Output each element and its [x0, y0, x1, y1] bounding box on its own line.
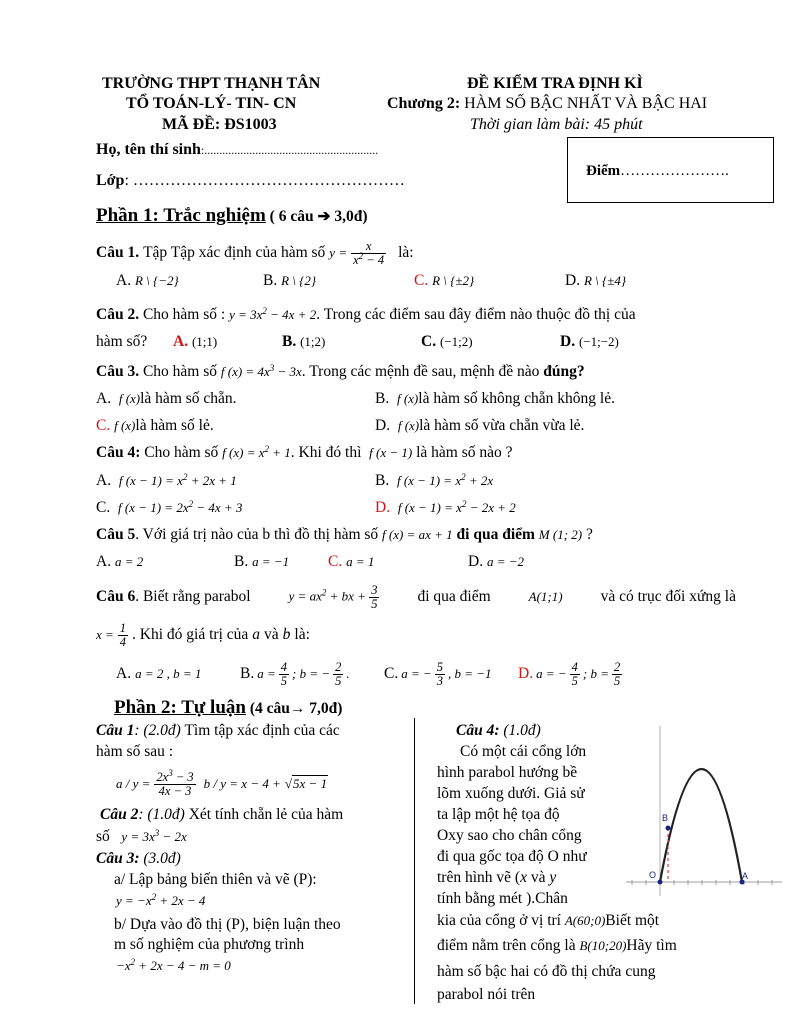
q3-option-a-label: A.	[96, 390, 112, 407]
q4-option-a-post: + 2x + 1	[190, 473, 237, 488]
q1-option-b-label: B.	[263, 272, 278, 289]
q6-option-b-a-num: 4	[280, 659, 287, 674]
essay4-line-8-a: kia của cổng ở vị trí	[437, 912, 561, 929]
origin-label: O	[649, 870, 657, 880]
q3-fn-sup: 3	[269, 363, 275, 373]
essay4-line-1: hình parabol hướng bề	[437, 764, 578, 781]
q4-option-a-label: A.	[96, 472, 112, 489]
q6-var-a: a	[252, 626, 261, 643]
q2-option-d-value: (−1;−2)	[578, 334, 619, 349]
q1-option-a[interactable]	[116, 272, 179, 290]
part1-subtitle: ( 6 câu	[269, 208, 314, 225]
q1-num: x	[351, 240, 386, 254]
essay4-line-6	[437, 869, 556, 887]
essay4-heading	[456, 722, 541, 740]
q5-option-d-label: D.	[468, 553, 484, 570]
part1-title: Phần 1: Trắc nghiệm	[96, 205, 266, 226]
q6-option-b-b-num: 2	[335, 659, 342, 674]
q3-option-c-label: C.	[96, 417, 111, 434]
q6-point: A(1;1)	[528, 589, 563, 604]
q3-option-b[interactable]	[375, 390, 615, 408]
essay4-x-var: x	[520, 869, 527, 886]
q4-option-c-lhs: f (x − 1) =	[117, 500, 174, 515]
q6-fn-sup: 2	[321, 586, 327, 597]
essay2-fn-b: − 2x	[162, 829, 187, 844]
q1-fraction	[351, 240, 386, 267]
q4-fn-sup: 2	[264, 444, 270, 454]
score-line	[586, 163, 729, 180]
q5-option-a-value: a = 2	[114, 554, 144, 569]
q6-c-num: 3	[371, 582, 378, 597]
q2-option-b-label: B.	[282, 333, 297, 350]
essay4-point-a: A(60;0)	[564, 913, 606, 928]
essay1-a-label: a / y =	[116, 776, 151, 791]
essay3-a-text: a/ Lập bảng biến thiên và vẽ (P):	[114, 871, 317, 888]
q6-option-a-label: A.	[116, 665, 132, 682]
essay3-a-fn-a: y = −x	[116, 893, 152, 908]
q2-option-c[interactable]	[421, 333, 473, 351]
q4-option-c-sup: 2	[188, 499, 194, 509]
q2-fn-sup: 2	[262, 306, 267, 316]
q3-stem	[96, 363, 585, 381]
student-class-line	[96, 172, 405, 190]
q2-fn-b: − 4x + 2	[270, 307, 317, 322]
q5-option-b-label: B.	[234, 553, 249, 570]
essay3-a-fn-b: + 2x − 4	[159, 893, 206, 908]
q6-option-b-end: .	[346, 666, 350, 681]
q1-option-c-label: C.	[414, 272, 429, 289]
essay4-line-8-b: Biết một	[605, 912, 660, 929]
q5-point: M (1; 2)	[538, 527, 583, 542]
q1-option-a-value: R \ {−2}	[134, 273, 179, 288]
q2-text-b: . Trong các điểm sau đây điểm nào thuộc đồ thị của	[316, 306, 636, 323]
q5-option-a[interactable]	[96, 553, 143, 571]
q6-option-d-b-sign: ; b =	[582, 666, 609, 681]
q6-option-c[interactable]	[384, 656, 492, 692]
part2-subtitle: (4 câu	[249, 700, 290, 717]
q3-option-c[interactable]	[96, 417, 214, 435]
part2-heading	[114, 697, 342, 719]
q3-text-b: . Trong các mệnh đề sau, mệnh đề nào	[301, 363, 540, 380]
q1-den-sup: 2	[358, 250, 364, 261]
origin-point	[658, 880, 663, 885]
essay1-text-a: Tìm tập xác định của các	[184, 722, 340, 739]
essay4-and: và	[530, 869, 546, 886]
q5-option-c[interactable]	[328, 553, 374, 571]
point-b-label: B	[662, 813, 669, 823]
essay4-line-9-a: điểm nằm trên cổng là	[437, 937, 576, 954]
q2-option-d[interactable]	[560, 333, 619, 351]
essay4-line-6-text: trên hình vẽ (	[437, 869, 521, 886]
essay2-text-b: số	[96, 828, 110, 845]
q3-option-d-label: D.	[375, 417, 391, 434]
q5-option-c-value: a = 1	[346, 554, 375, 569]
q4-option-d-label: D.	[375, 499, 391, 516]
essay1-functions	[116, 763, 328, 805]
q2-option-a[interactable]	[173, 333, 217, 351]
essay4-line-3: ta lập một hệ tọa độ	[437, 806, 560, 823]
essay4-line-7: tính bằng mét ).Chân	[437, 890, 568, 907]
score-field[interactable]: ………………….	[620, 163, 729, 179]
q1-stem	[96, 236, 414, 270]
q6-fn-b: + bx +	[329, 587, 366, 603]
q2-fn	[229, 307, 316, 322]
q6-option-c-a-sign: a = −	[401, 666, 432, 681]
q5-option-a-label: A.	[96, 553, 112, 570]
q3-option-c-value: là hàm số lẻ.	[135, 417, 214, 434]
q5-option-d[interactable]	[468, 553, 524, 571]
essay3-b-fn-sup: 2	[130, 957, 136, 967]
q4-option-d-lhs: f (x − 1) =	[397, 500, 453, 515]
student-name-line	[96, 141, 378, 159]
q5-label: Câu 5	[96, 526, 136, 543]
right-arrow-icon: →	[289, 700, 306, 717]
school-name: TRƯỜNG THPT THẠNH TÂN	[102, 75, 321, 92]
q5-option-c-label: C.	[328, 553, 343, 570]
q6-option-c-a-den: 3	[436, 673, 444, 688]
q1-den-b: − 4	[366, 252, 385, 267]
score-box	[567, 137, 774, 203]
q6-option-d-a-sign: a = −	[536, 666, 567, 681]
q4-fn-a: f (x) = x	[222, 445, 265, 460]
chapter-name: HÀM SỐ BẬC NHẤT VÀ BẬC HAI	[464, 95, 708, 112]
student-name-label: Họ, tên thí sinh	[96, 141, 201, 158]
q6-option-c-label: C.	[384, 665, 399, 682]
q2-option-a-label: A.	[173, 333, 189, 350]
q4-option-b-label: B.	[375, 472, 390, 489]
q4-fn-b: + 1	[272, 445, 291, 460]
q6-axis-lhs: x =	[96, 627, 114, 642]
q4-option-b-lhs: f (x − 1) =	[396, 473, 453, 488]
q4-option-d-sup: 2	[461, 499, 467, 509]
essay4-line-5: đi qua gốc tọa độ O như	[437, 848, 587, 865]
q6-c-den: 5	[371, 596, 378, 611]
essay2-points: : (1.0đ)	[138, 806, 185, 823]
q3-option-a-value: là hàm số chẵn.	[140, 390, 237, 407]
q6-text-a: . Biết rằng parabol	[135, 588, 251, 605]
essay4-line-8	[437, 912, 659, 930]
q6-option-d[interactable]	[518, 656, 622, 692]
q1-option-b[interactable]	[263, 272, 316, 290]
part1-heading	[96, 205, 368, 227]
essay1-text-b: hàm số sau :	[96, 743, 174, 760]
q6-option-d-a-num: 4	[571, 659, 578, 674]
q3-option-d-value: là hàm số vừa chẵn vừa lẻ.	[419, 417, 585, 434]
essay3-label: Câu 3:	[96, 850, 140, 867]
q1-text: Tập Tập xác định của hàm số	[143, 244, 326, 261]
essay1-b-label: b / y = x − 4 +	[203, 776, 281, 791]
q1-den	[351, 250, 386, 267]
q3-fn-b: − 3x	[277, 364, 302, 379]
q1-option-d[interactable]	[565, 272, 626, 290]
q4-option-c-label: C.	[96, 499, 111, 516]
parabola-gate-figure	[620, 722, 785, 900]
q2-text-a: Cho hàm số :	[142, 306, 226, 323]
student-name-field[interactable]: :..........................................................	[200, 143, 379, 157]
q2-option-b-value: (1;2)	[300, 334, 326, 349]
q1-option-c[interactable]	[414, 272, 474, 290]
essay3-b-text-a: b/ Dựa vào đồ thị (P), biện luận theo	[114, 916, 341, 933]
department-name: TỔ TOÁN-LÝ- TIN- CN	[126, 95, 297, 112]
essay3-a-fn	[116, 893, 205, 909]
essay1-label: Câu 1	[96, 722, 135, 739]
essay3-b-text-b: m số nghiệm của phương trình	[114, 936, 305, 953]
q6-fn-a: y = ax	[288, 587, 322, 603]
q5-option-b-value: a = −1	[252, 554, 290, 569]
q4-option-c-pre: 2x	[176, 500, 189, 515]
q6-axis-num: 1	[119, 620, 127, 635]
score-label: Điểm	[586, 163, 621, 179]
essay1-a-num-b: − 3	[175, 769, 194, 784]
q4-option-d-pre: x	[456, 500, 462, 515]
chapter-line	[387, 95, 707, 113]
q6-option-a[interactable]	[116, 656, 201, 692]
q3-option-b-fx: f (x)	[396, 391, 419, 406]
essay4-point-b: B(10;20)	[579, 938, 627, 953]
q3-option-c-fx: f (x)	[114, 418, 136, 433]
q3-option-d[interactable]	[375, 417, 584, 435]
q6-option-b-a-sign: a =	[257, 666, 276, 681]
essay1-line1	[96, 722, 340, 740]
q2-option-b[interactable]	[282, 333, 325, 351]
essay2-label: Câu 2	[100, 806, 139, 823]
essay2-line1	[100, 806, 343, 824]
q2-option-c-label: C.	[421, 333, 437, 350]
q4-option-a[interactable]	[96, 472, 237, 490]
q6-stem-2	[96, 617, 310, 653]
essay4-line-11: parabol nói trên	[437, 986, 536, 1003]
q3-fn	[221, 364, 302, 379]
q4-option-c[interactable]	[96, 499, 242, 517]
q6-option-b-b-sign: ; b = −	[292, 666, 331, 681]
q2-stem	[96, 306, 636, 324]
q3-text-a: Cho hàm số	[142, 363, 218, 380]
student-class-field[interactable]: : ……………………………………………	[124, 172, 405, 189]
q2-option-d-label: D.	[560, 333, 576, 350]
part2-title: Phần 2: Tự luận	[114, 697, 246, 718]
q5-fn: f (x) = ax + 1	[382, 527, 453, 542]
q2-option-a-value: (1;1)	[191, 334, 218, 349]
q1-option-a-label: A.	[116, 272, 132, 289]
part1-points: 3,0đ)	[334, 208, 368, 225]
essay1-points: : (2.0đ)	[134, 722, 181, 739]
essay2-fn-a: y = 3x	[121, 829, 155, 844]
essay3-b-fn-b: + 2x − 4 − m = 0	[138, 958, 231, 973]
essay4-line-0: Có một cái cổng lớn	[460, 743, 587, 760]
exam-title: ĐỀ KIỂM TRA ĐỊNH KÌ	[467, 75, 643, 92]
q6-option-d-b-num: 2	[613, 659, 621, 674]
q3-option-b-value: là hàm số không chẵn không lẻ.	[418, 390, 615, 407]
exam-code: MÃ ĐỀ: ĐS1003	[162, 116, 277, 133]
q4-option-d-post: − 2x + 2	[469, 500, 516, 515]
q2-option-c-value: (−1;2)	[439, 334, 473, 349]
essay3-a-fn-sup: 2	[151, 892, 157, 902]
column-divider	[414, 718, 415, 1004]
parabola-curve	[660, 769, 742, 882]
q2-fn-a: y = 3x	[229, 307, 263, 322]
q6-option-b-label: B.	[240, 665, 255, 682]
q1-end: là:	[398, 244, 414, 261]
q6-option-d-a-den: 5	[571, 673, 578, 688]
essay1-a-num-sup: 3	[168, 767, 173, 778]
q4-option-d[interactable]	[375, 499, 516, 517]
sqrt-icon: √5x − 1	[284, 776, 328, 791]
q6-label: Câu 6	[96, 588, 136, 605]
q3-option-a-fx: f (x)	[118, 391, 141, 406]
q3-option-b-label: B.	[375, 390, 390, 407]
q5-text-a: . Với giá trị nào của b thì đồ thị hàm số	[135, 526, 379, 543]
q5-option-d-value: a = −2	[486, 554, 524, 569]
q3-label: Câu 3.	[96, 363, 140, 380]
q4-stem	[96, 444, 513, 462]
essay2-line2	[96, 828, 187, 846]
q4-text-c: là hàm số nào ?	[416, 444, 513, 461]
arrow-icon: ➔	[317, 208, 331, 225]
q6-text-c: và có trục đối xứng là	[600, 588, 736, 605]
point-b	[666, 826, 671, 831]
essay4-label: Câu 4:	[456, 722, 500, 739]
essay3-points: (3.0đ)	[143, 850, 181, 867]
q1-label: Câu 1.	[96, 244, 140, 261]
q1-option-d-value: R \ {±4}	[583, 273, 627, 288]
q4-option-a-lhs: f (x − 1) =	[118, 473, 174, 488]
exam-time: Thời gian làm bài: 45 phút	[470, 116, 643, 133]
q3-text-bold: đúng?	[543, 363, 585, 380]
q6-option-b-b-den: 5	[335, 673, 342, 688]
q6-option-c-b-rest: , b = −1	[448, 666, 492, 681]
q6-option-d-label: D.	[518, 665, 534, 682]
q6-text-d: . Khi đó giá trị của	[132, 626, 249, 643]
q6-stem	[96, 579, 736, 615]
q3-option-d-fx: f (x)	[397, 418, 420, 433]
essay4-points: (1.0đ)	[503, 722, 541, 739]
essay4-line-10: hàm số bậc hai có đồ thị chứa cung	[437, 963, 656, 980]
q4-fn	[222, 445, 291, 460]
q5-option-b[interactable]	[234, 553, 289, 571]
q2-text-c: hàm số?	[96, 333, 148, 350]
q5-stem	[96, 526, 593, 544]
student-class-label: Lớp	[96, 172, 125, 189]
essay2-fn-sup: 3	[154, 828, 160, 838]
essay4-y-var: y	[549, 869, 557, 886]
q6-option-a-value: a = 2 , b = 1	[135, 666, 202, 681]
q2-label: Câu 2.	[96, 306, 140, 323]
q6-var-b: b	[282, 626, 291, 643]
q6-text-b: đi qua điểm	[417, 588, 491, 605]
q5-text-bold: đi qua điểm	[456, 526, 535, 543]
essay4-line-2: lõm xuống dưới. Giả sử	[437, 785, 585, 802]
essay4-line-9-b: Hãy tìm	[626, 937, 677, 954]
q4-option-b-post: + 2x	[468, 473, 494, 488]
essay3-b-fn	[116, 958, 231, 974]
essay2-text-a: Xét tính chẵn lẻ của hàm	[188, 806, 344, 823]
essay1-b-root: 5x − 1	[293, 776, 328, 791]
essay3-line1	[96, 850, 181, 868]
q4-option-a-pre: x	[177, 473, 183, 488]
q1-fn-lhs: y =	[329, 245, 348, 260]
q4-option-b-sup: 2	[461, 472, 466, 482]
q4-label: Câu 4:	[96, 444, 141, 461]
q6-option-d-b-den: 5	[613, 673, 621, 688]
essay3-b-fn-a: −x	[116, 958, 131, 973]
q6-option-c-a-num: 5	[436, 659, 444, 674]
part2-points: 7,0đ)	[309, 700, 343, 717]
q3-fn-a: f (x) = 4x	[220, 364, 270, 379]
q4-option-b[interactable]	[375, 472, 493, 490]
chapter-label: Chương 2:	[387, 95, 461, 112]
q6-axis-den: 4	[119, 634, 127, 649]
q1-den-a: x	[353, 252, 359, 267]
q1-option-b-value: R \ {2}	[281, 273, 317, 288]
q4-fn-c: f (x − 1)	[369, 445, 413, 460]
q6-text-e: là:	[294, 626, 310, 643]
q5-end: ?	[586, 526, 593, 543]
q4-text-a: Cho hàm số	[144, 444, 219, 461]
q4-option-b-pre: x	[455, 473, 462, 488]
q3-option-a[interactable]	[96, 390, 237, 408]
q6-and: và	[264, 626, 279, 643]
essay1-a-den: 4x − 3	[158, 783, 192, 798]
q6-option-b-a-den: 5	[280, 673, 287, 688]
q4-text-b: . Khi đó thì	[290, 444, 362, 461]
q4-option-c-post: − 4x + 3	[196, 500, 243, 515]
q6-fn	[289, 584, 380, 611]
q4-option-a-sup: 2	[182, 472, 188, 482]
essay4-line-9	[437, 937, 677, 955]
q6-option-b[interactable]	[240, 656, 350, 692]
essay1-a-num: 2x	[156, 769, 169, 784]
q1-option-d-label: D.	[565, 272, 581, 289]
essay4-line-4: Oxy sao cho chân cổng	[437, 827, 582, 844]
point-a-label: A	[742, 871, 749, 881]
q1-option-c-value: R \ {±2}	[432, 273, 475, 288]
